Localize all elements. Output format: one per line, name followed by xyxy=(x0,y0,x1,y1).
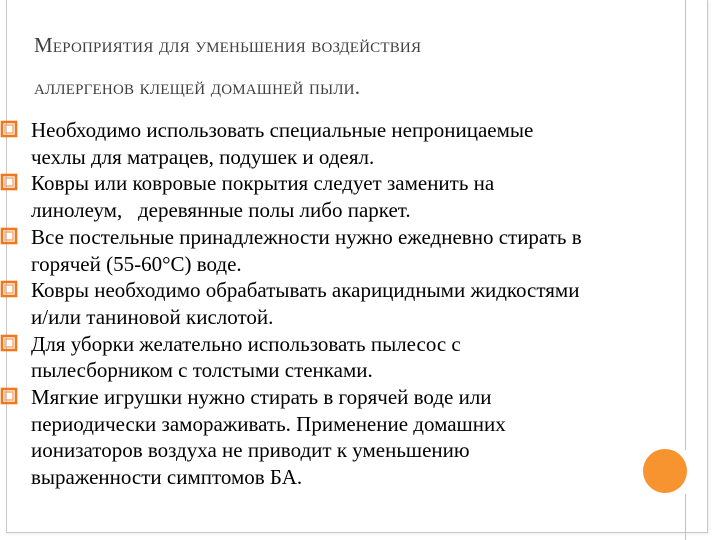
bullet-list xyxy=(0,117,691,491)
list-item xyxy=(0,170,691,223)
item-line: Ковры необходимо обрабатывать акарицидными жидкостями xyxy=(31,278,580,303)
title-line-2: аллергенов клещей домашней пыли. xyxy=(34,75,361,99)
list-item xyxy=(0,224,691,277)
item-line: Все постельные принадлежности нужно ежедневно стирать в xyxy=(31,224,582,249)
bullet-icon xyxy=(0,227,18,245)
item-line: периодически замораживать. Применение домашних xyxy=(31,411,506,436)
item-line: линолеум, деревянные полы либо паркет. xyxy=(31,198,411,223)
item-line: выраженности симптомов БА. xyxy=(31,465,303,490)
list-item xyxy=(0,117,691,170)
bullet-icon xyxy=(0,387,18,405)
bullet-icon xyxy=(0,280,18,298)
item-line: ионизаторов воздуха не приводит к уменьшению xyxy=(31,438,470,463)
decorative-rail-line-lower xyxy=(685,494,686,540)
bullet-icon xyxy=(0,334,18,352)
bullet-icon xyxy=(0,120,18,138)
title-line-1: Мероприятия для уменьшения воздействия xyxy=(34,33,422,57)
item-line: и/или таниновой кислотой. xyxy=(31,304,274,329)
item-line: чехлы для матрацев, подушек и одеял. xyxy=(31,144,375,169)
list-item xyxy=(0,277,691,330)
item-line: Необходимо использовать специальные непроницаемые xyxy=(31,118,534,142)
bullet-icon xyxy=(0,173,18,191)
item-line: пылесборником с толстыми стенками. xyxy=(31,358,373,383)
item-line: Ковры или ковровые покрытия следует заменить на xyxy=(31,171,495,196)
item-line: Мягкие игрушки нужно стирать в горячей воде или xyxy=(31,385,492,410)
list-item xyxy=(0,331,691,384)
list-item xyxy=(0,384,691,491)
slide-title xyxy=(34,24,634,108)
item-line: Для уборки желательно использовать пылесос с xyxy=(31,331,461,356)
item-line: горячей (55-60°С) воде. xyxy=(31,251,242,276)
